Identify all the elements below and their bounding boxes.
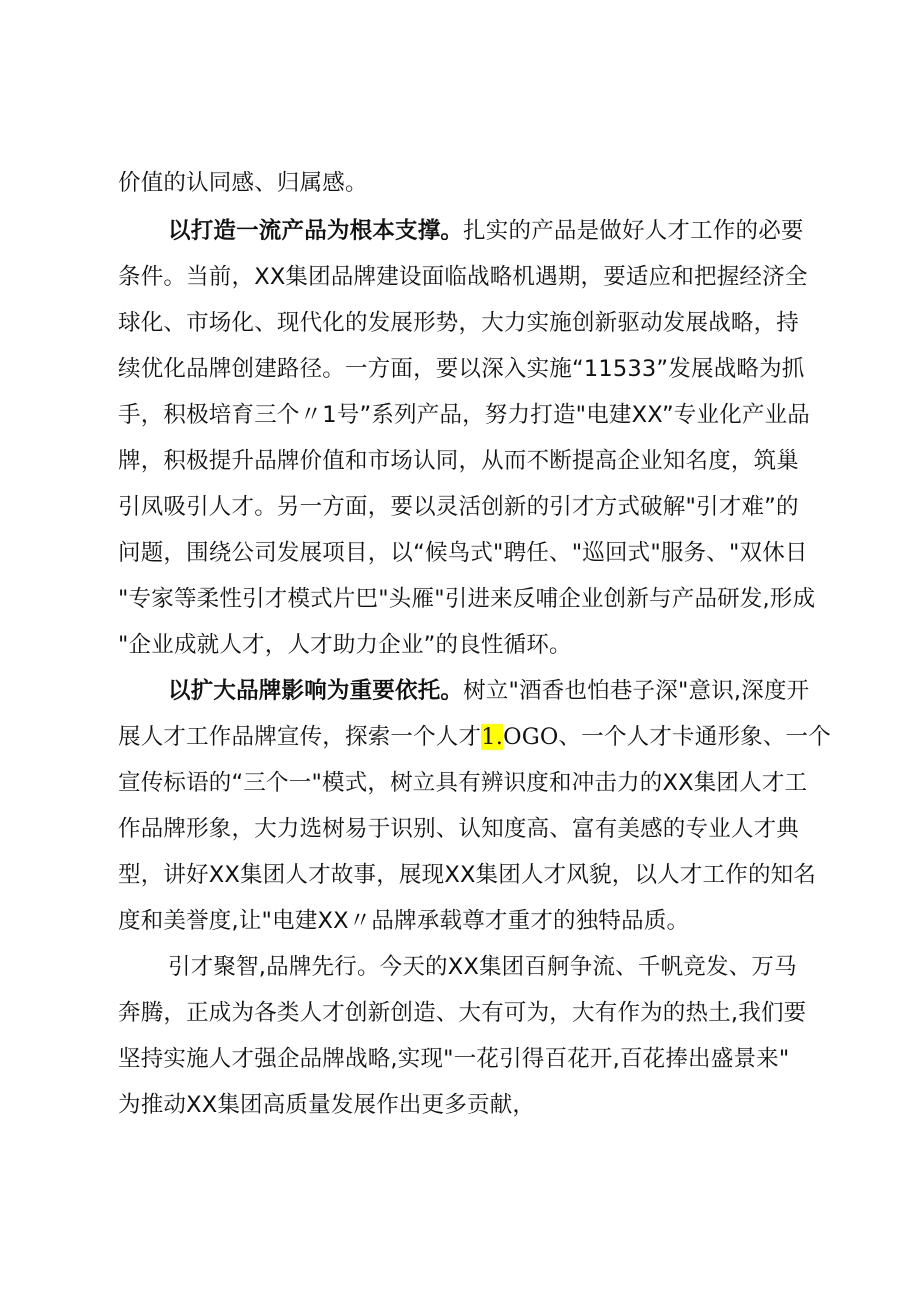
paragraph-1-line-5: 手，积极培育三个〃1号”系列产品，努力打造"电建XX”专业化产业品 — [118, 402, 810, 428]
paragraph-1-line-7: 引凤吸引人才。另一方面，要以灵活创新的引才方式破解"引才难”的 — [118, 494, 799, 520]
highlighted-text: 1. — [481, 724, 504, 750]
paragraph-2-line-4: 作品牌形象，大力选树易于识别、认知度高、富有美感的专业人才典 — [118, 816, 800, 842]
paragraph-1-line-6: 牌，积极提升品牌价值和市场认同，从而不断提高企业知名度，筑巢 — [118, 448, 800, 474]
paragraph-2-line-3: 宣传标语的“三个一"模式，树立具有辨识度和冲击力的XX集团人才工 — [118, 770, 808, 796]
paragraph-1-line-9: "专家等柔性引才模式片巴"头雁"引进来反哺企业创新与产品研发,形成 — [118, 586, 816, 612]
paragraph-2-heading: 以扩大品牌影响为重要依托。 — [168, 678, 464, 704]
paragraph-3-line-4: 为推动XX集团高质量发展作出更多贡献， — [118, 1092, 536, 1118]
paragraph-1-line-3: 球化、市场化、现代化的发展形势，大力实施创新驱动发展战略，持 — [118, 310, 800, 336]
paragraph-2-line-2-pre: 展人才工作品牌宣传，探索一个人才 — [118, 724, 482, 750]
paragraph-1-line-1-text: 扎实的产品是做好人才工作的必要 — [463, 218, 804, 244]
paragraph-2-line-6: 度和美誉度,让"电建XX〃品牌承载尊才重才的独特品质。 — [118, 908, 690, 934]
paragraph-2-line-1 — [168, 668, 888, 714]
paragraph-3-line-3: 坚持实施人才强企品牌战略,实现"一花引得百花开,百花捧出盛景来" — [118, 1046, 790, 1072]
paragraph-1-line-4: 续优化品牌创建路径。一方面，要以深入实施“11533”发展战略为抓 — [118, 356, 805, 382]
paragraph-3-line-1: 引才聚智,品牌先行。今天的XX集团百舸争流、千帆竞发、万马 — [168, 954, 797, 980]
paragraph-2-line-1-text: 树立"酒香也怕巷子深"意识,深度开 — [463, 678, 810, 704]
logo-word: OGO — [503, 724, 559, 750]
paragraph-2-line-2-post: 、一个人才卡通形象、一个 — [558, 724, 831, 750]
paragraph-2-line-5: 型，讲好XX集团人才故事，展现XX集团人才风貌，以人才工作的知名 — [118, 862, 817, 888]
paragraph-3-line-2: 奔腾，正成为各类人才创新创造、大有可为，大有作为的热土,我们要 — [118, 1000, 807, 1026]
paragraph-1-line-10: "企业成就人才，人才助力企业”的良性循环。 — [118, 632, 572, 658]
paragraph-0-line-1: 价值的认同感、归属感。 — [118, 170, 368, 196]
paragraph-1-line-8: 问题，围绕公司发展项目，以“候鸟式"聘任、"巡回式"服务、"双休日 — [118, 540, 808, 566]
paragraph-1-heading: 以打造一流产品为根本支撑。 — [168, 218, 464, 244]
paragraph-2-line-2 — [118, 714, 838, 760]
paragraph-1-line-1 — [168, 208, 888, 254]
paragraph-1-line-2: 条件。当前，XX集团品牌建设面临战略机遇期，要适应和把握经济全 — [118, 264, 808, 290]
